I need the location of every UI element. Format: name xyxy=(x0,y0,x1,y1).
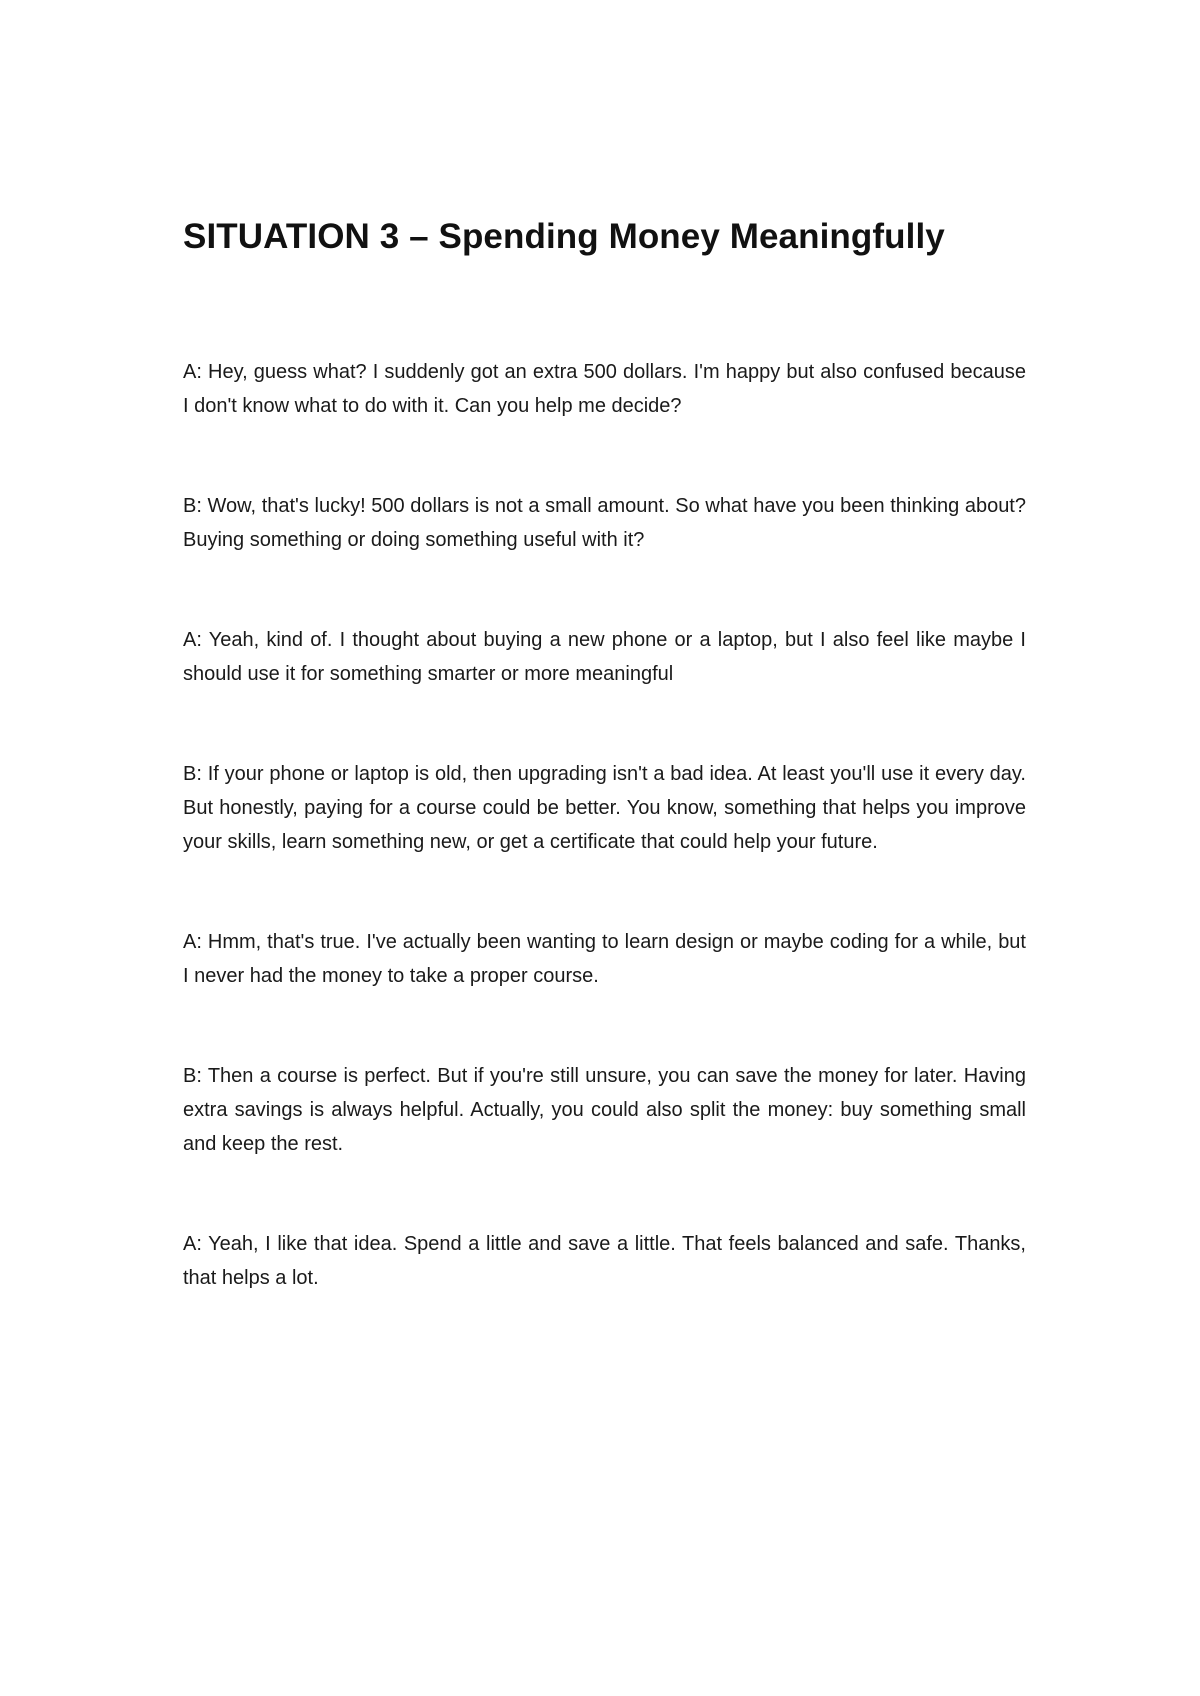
dialogue-paragraph: B: Then a course is perfect. But if you're still unsure, you can save the money for later. Having extra savings is always helpful. Actually, you could also split the money: buy something small and keep the rest. xyxy=(183,1065,1026,1155)
dialogue-paragraph: A: Yeah, I like that idea. Spend a little and save a little. That feels balanced and safe. Thanks, that helps a lot. xyxy=(183,1233,1026,1289)
document-content xyxy=(183,215,1026,1295)
dialogue-paragraph: A: Hmm, that's true. I've actually been wanting to learn design or maybe coding for a while, but I never had the money to take a proper course. xyxy=(183,931,1026,987)
dialogue-paragraph: B: If your phone or laptop is old, then upgrading isn't a bad idea. At least you'll use it every day. But honestly, paying for a course could be better. You know, something that helps you improve your skills, learn something new, or get a certificate that could help your future. xyxy=(183,763,1026,853)
dialogue-paragraph: A: Hey, guess what? I suddenly got an extra 500 dollars. I'm happy but also confused because I don't know what to do with it. Can you help me decide? xyxy=(183,361,1026,417)
document-title: SITUATION 3 – Spending Money Meaningfully xyxy=(183,217,945,256)
dialogue-paragraph: A: Yeah, kind of. I thought about buying a new phone or a laptop, but I also feel like maybe I should use it for something smarter or more meaningful xyxy=(183,629,1026,685)
dialogue-paragraph: B: Wow, that's lucky! 500 dollars is not a small amount. So what have you been thinking about? Buying something or doing something useful with it? xyxy=(183,495,1026,551)
dialogue xyxy=(183,355,1026,1295)
